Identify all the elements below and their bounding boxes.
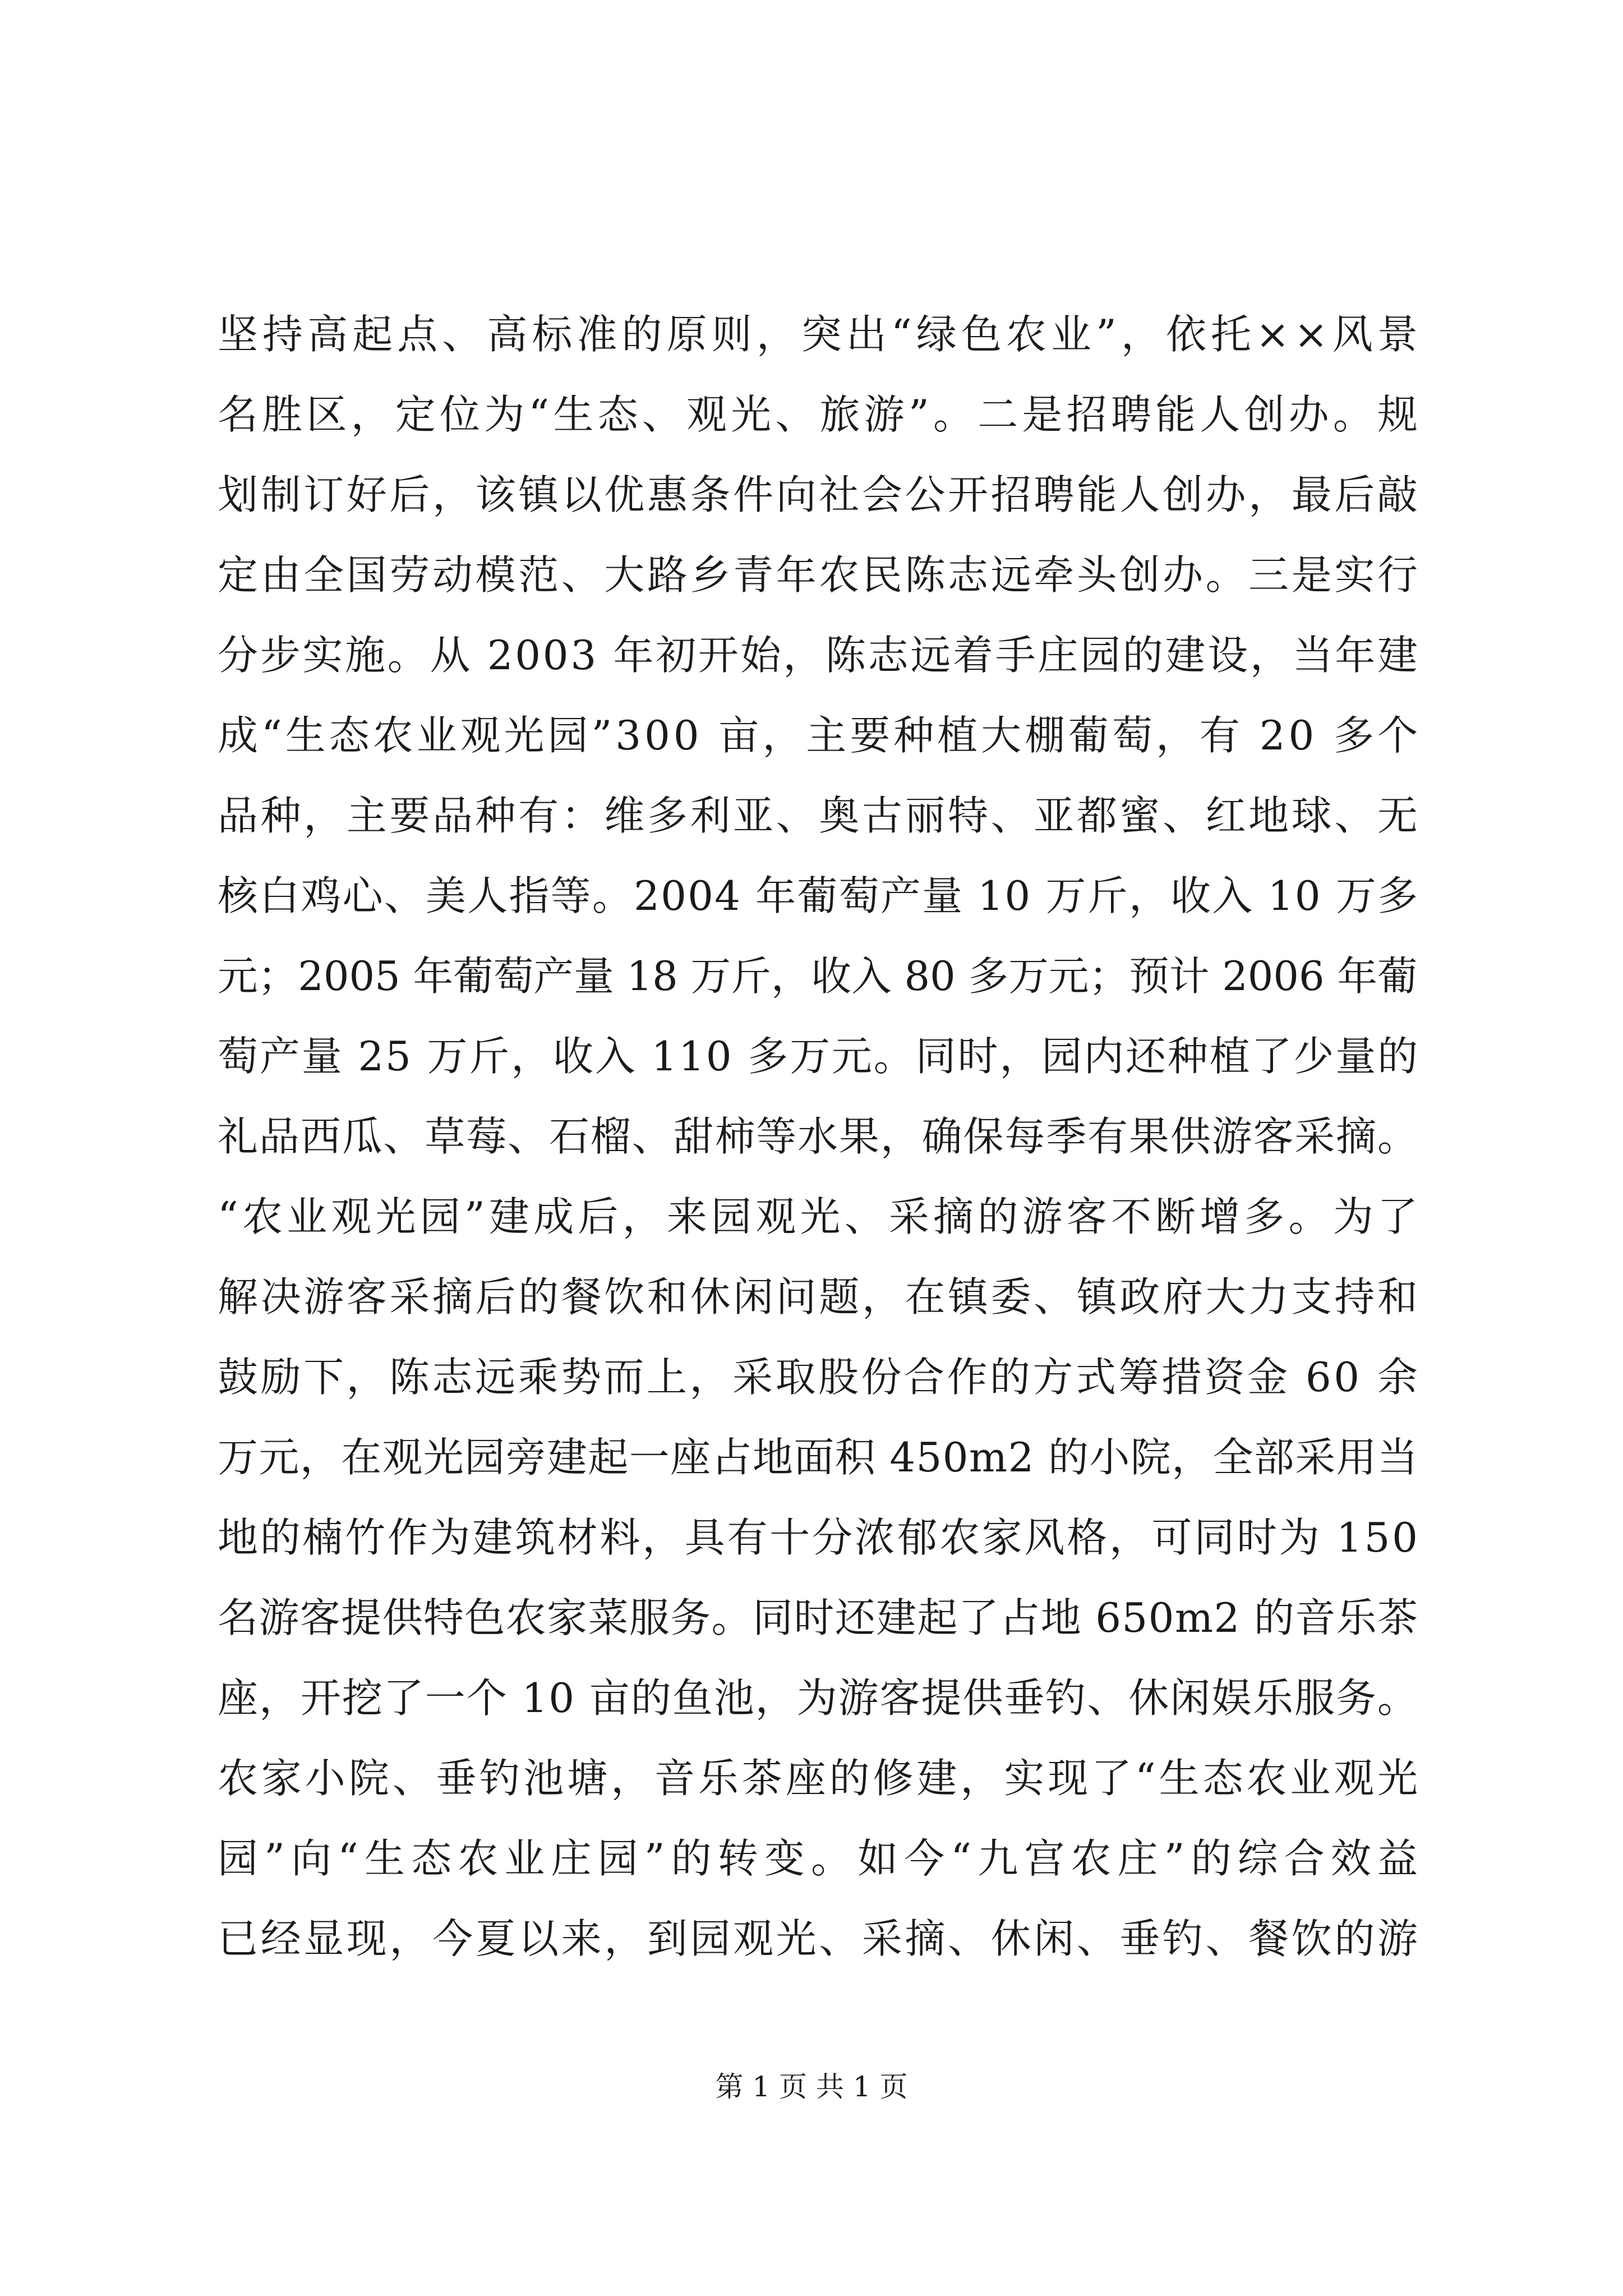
text-line: 礼品西瓜、草莓、石榴、甜柿等水果，确保每季有果供游客采摘。 (218, 1113, 1419, 1160)
text-line: 解决游客采摘后的餐饮和休闲问题，在镇委、镇政府大力支持和 (218, 1273, 1421, 1320)
body-text (218, 295, 1424, 1979)
text-line: 坚持高起点、高标准的原则，突出“绿色农业”，依托××风景 (218, 311, 1422, 358)
text-line: 萄产量 25 万斤，收入 110 多万元。同时，园内还种植了少量的 (218, 1033, 1419, 1080)
page-number-label: 第 1 页 共 1 页 (715, 2070, 908, 2103)
text-line: 划制订好后，该镇以优惠条件向社会公开招聘能人创办，最后敲 (218, 471, 1421, 518)
text-line: 地的楠竹作为建筑材料，具有十分浓郁农家风格，可同时为 150 (218, 1514, 1420, 1561)
text-line: 定由全国劳动模范、大路乡青年农民陈志远牵头创办。三是实行 (218, 551, 1421, 599)
text-line: 已经显现，今夏以来，到园观光、采摘、休闲、垂钓、餐饮的游 (218, 1915, 1421, 1962)
text-line: 万元，在观光园旁建起一座占地面积 450m2 的小院，全部采用当 (218, 1434, 1419, 1481)
page-footer (0, 2067, 1623, 2106)
text-line: 鼓励下，陈志远乘势而上，采取股份合作的方式筹措资金 60 余 (218, 1354, 1421, 1401)
text-line: 座，开挖了一个 10 亩的鱼池，为游客提供垂钓、休闲娱乐服务。 (218, 1674, 1419, 1722)
text-line: 成“生态农业观光园”300 亩，主要种植大棚葡萄，有 20 多个 (218, 712, 1422, 759)
text-line: 名游客提供特色农家菜服务。同时还建起了占地 650m2 的音乐茶 (218, 1594, 1419, 1641)
text-line: 农家小院、垂钓池塘，音乐茶座的修建，实现了“生态农业观光 (218, 1755, 1422, 1802)
text-line: “农业观光园”建成后，来园观光、采摘的游客不断增多。为了 (218, 1193, 1422, 1240)
text-line: 品种，主要品种有：维多利亚、奥古丽特、亚都蜜、红地球、无 (218, 792, 1421, 839)
text-line: 园”向“生态农业庄园”的转变。如今“九宫农庄”的综合效益 (218, 1835, 1424, 1882)
text-line: 名胜区，定位为“生态、观光、旅游”。二是招聘能人创办。规 (218, 391, 1422, 438)
text-line: 分步实施。从 2003 年初开始，陈志远着手庄园的建设，当年建 (218, 632, 1420, 679)
text-line: 核白鸡心、美人指等。2004 年葡萄产量 10 万斤，收入 10 万多 (218, 872, 1419, 919)
text-line: 元；2005 年葡萄产量 18 万斤，收入 80 多万元；预计 2006 年葡 (218, 953, 1418, 1000)
